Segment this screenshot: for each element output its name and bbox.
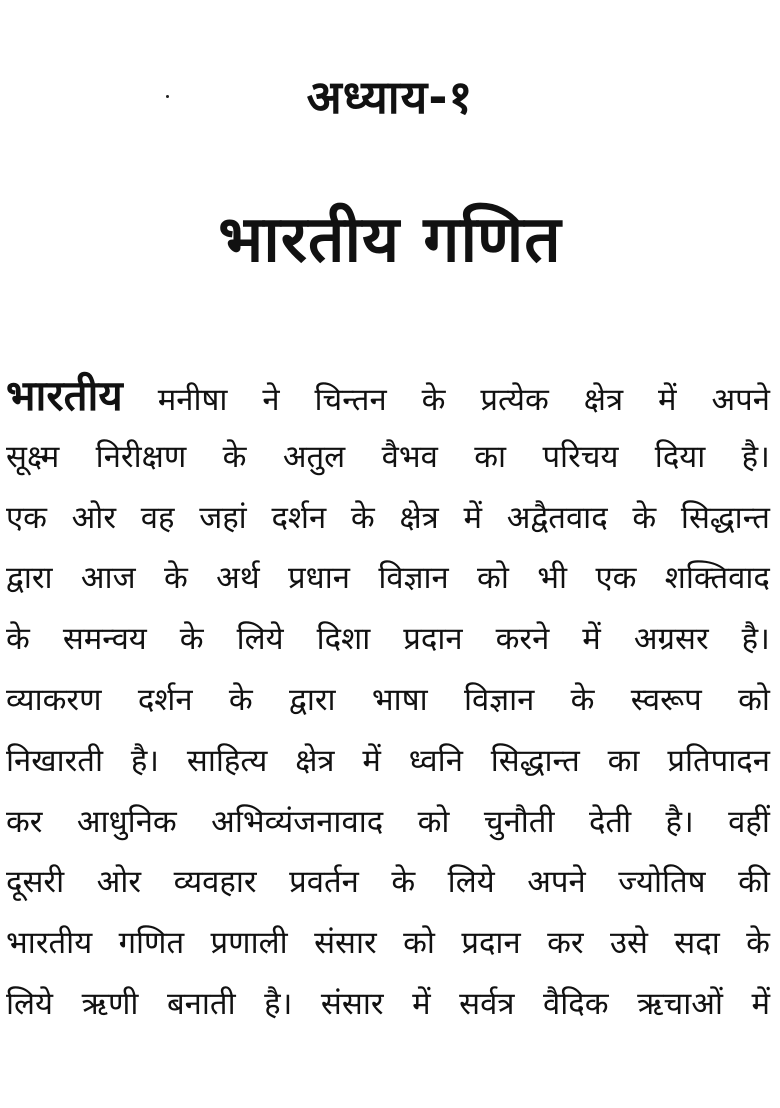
word: में — [751, 985, 770, 1022]
word: में — [658, 382, 677, 418]
word: को — [417, 803, 450, 840]
word: देती — [588, 803, 632, 840]
word: के — [391, 864, 416, 901]
word: को — [738, 681, 770, 718]
word: ध्वनि — [408, 742, 463, 779]
word: वैदिक — [542, 985, 609, 1022]
word: कर — [547, 925, 584, 962]
word: प्रणाली — [210, 925, 288, 962]
word: के — [222, 438, 247, 475]
word: निरीक्षण — [95, 438, 187, 475]
word: द्वारा — [289, 681, 336, 718]
word: के — [421, 382, 446, 418]
word: प्रदान — [403, 621, 463, 658]
word: गणित — [118, 925, 185, 962]
word: सदा — [674, 925, 720, 962]
text-line — [6, 913, 770, 974]
word: सर्वत्र — [459, 985, 515, 1022]
word: भारतीय — [6, 925, 93, 962]
word: अपने — [711, 382, 770, 418]
text-line — [6, 427, 770, 488]
word: दर्शन — [137, 681, 193, 718]
text-line — [6, 670, 770, 731]
text-line — [6, 974, 770, 1035]
word: मनीषा — [157, 382, 228, 418]
word: व्यवहार — [173, 864, 257, 901]
word: का — [474, 438, 507, 475]
word: अभिव्यंजनावाद — [211, 803, 384, 840]
word: द्वारा — [6, 560, 53, 597]
word: क्षेत्र — [399, 499, 439, 536]
word: है। — [130, 742, 160, 779]
word: ऋणी — [81, 985, 139, 1022]
word: सिद्धान्त — [680, 499, 770, 536]
word: के — [350, 499, 375, 536]
word: की — [738, 864, 770, 901]
word: में — [412, 985, 431, 1022]
word: उसे — [609, 925, 648, 962]
word: वहीं — [728, 803, 770, 840]
word: का — [607, 742, 640, 779]
word: ओर — [96, 864, 142, 901]
word: के — [163, 560, 188, 597]
word: बनाती — [166, 985, 236, 1022]
word: जहां — [199, 499, 247, 536]
word: को — [403, 925, 435, 962]
word: सूक्ष्म — [6, 438, 60, 475]
word: चिन्तन — [314, 382, 387, 418]
chapter-title: भारतीय गणित — [218, 203, 562, 277]
word: चुनौती — [483, 803, 555, 840]
word: भी — [537, 560, 568, 597]
word: परिचय — [542, 438, 619, 475]
text-line — [6, 731, 770, 792]
text-line — [6, 792, 770, 853]
text-line — [6, 548, 770, 609]
word: दर्शन — [271, 499, 327, 536]
text-line — [6, 852, 770, 913]
word: के — [746, 925, 770, 962]
word: के — [570, 681, 595, 718]
word: क्षेत्र — [583, 382, 624, 418]
text-line — [6, 609, 770, 670]
word: में — [582, 621, 601, 658]
word: वह — [140, 499, 175, 536]
word: दिया — [654, 438, 706, 475]
word: एक — [595, 560, 637, 597]
text-line — [6, 366, 770, 427]
word: कर — [6, 803, 43, 840]
word: व्याकरण — [6, 681, 102, 718]
word: दिशा — [316, 621, 371, 658]
word: है। — [741, 438, 770, 475]
word: साहित्य — [186, 742, 268, 779]
word: प्रतिपादन — [667, 742, 770, 779]
word: एक — [6, 499, 47, 536]
chapter-heading: अध्याय-१ — [306, 70, 474, 124]
word: ऋचाओं — [637, 985, 723, 1022]
word: अपने — [527, 864, 586, 901]
word: प्रवर्तन — [289, 864, 359, 901]
lead-word: भारतीय — [6, 371, 123, 420]
word: के — [179, 621, 204, 658]
word: प्रत्येक — [480, 382, 549, 418]
word: अग्रसर — [633, 621, 709, 658]
word: अद्वैतवाद — [506, 499, 608, 536]
word: संसार — [314, 925, 377, 962]
word: विज्ञान — [463, 681, 535, 718]
word: वैभव — [381, 438, 438, 475]
word: लिये — [447, 864, 495, 901]
text-line — [6, 488, 770, 549]
word: है। — [741, 621, 770, 658]
word: के — [632, 499, 657, 536]
word: भाषा — [371, 681, 428, 718]
word: के — [6, 621, 30, 658]
word: लिये — [236, 621, 284, 658]
word: ने — [262, 382, 280, 418]
word: में — [463, 499, 483, 536]
word: है। — [264, 985, 293, 1022]
word: क्षेत्र — [295, 742, 335, 779]
word: अतुल — [282, 438, 346, 475]
word: विज्ञान — [378, 560, 449, 597]
word: समन्वय — [62, 621, 147, 658]
word: आधुनिक — [76, 803, 177, 840]
body-text — [6, 366, 770, 1035]
word: ओर — [71, 499, 117, 536]
word: प्रधान — [288, 560, 350, 597]
word: करने — [495, 621, 550, 658]
word: अर्थ — [216, 560, 260, 597]
word: निखारती — [6, 742, 103, 779]
word: ज्योतिष — [618, 864, 706, 901]
word: शक्तिवाद — [664, 560, 770, 597]
word: को — [477, 560, 509, 597]
word: लिये — [6, 985, 54, 1022]
word: प्रदान — [461, 925, 521, 962]
word: आज — [80, 560, 136, 597]
word: स्वरूप — [630, 681, 702, 718]
word: संसार — [320, 985, 384, 1022]
word: के — [228, 681, 253, 718]
word: दूसरी — [6, 864, 65, 901]
word: है। — [665, 803, 694, 840]
word: सिद्धान्त — [490, 742, 580, 779]
word: में — [362, 742, 381, 779]
